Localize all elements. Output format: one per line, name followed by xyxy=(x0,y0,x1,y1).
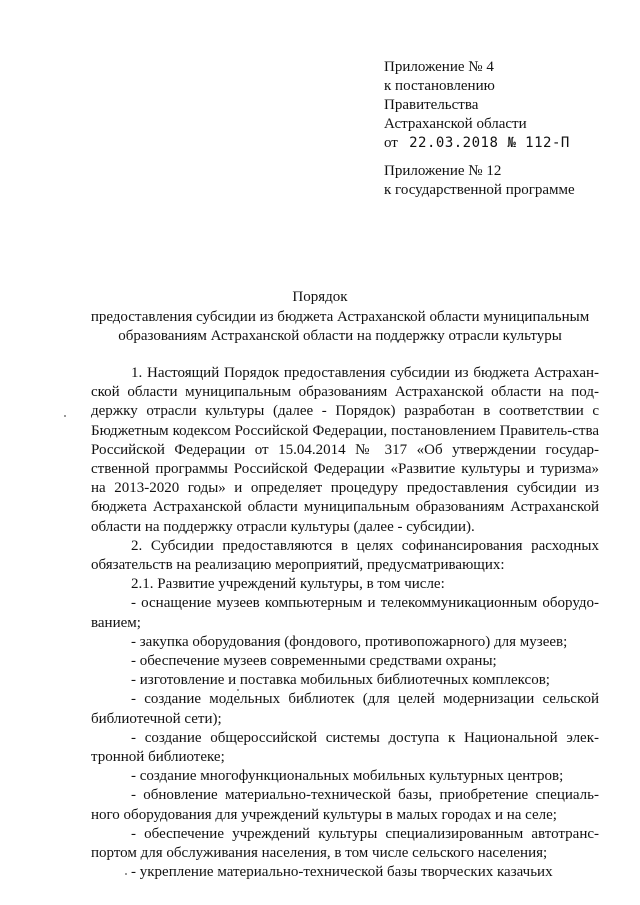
list-item-mobile-library-complexes: - изготовление и поставка мобильных библиотечных комплексов; xyxy=(131,672,550,689)
appendix-12-header xyxy=(384,162,624,200)
document-title: Порядок xyxy=(292,289,348,305)
appendix-4-date-prefix: от xyxy=(384,135,398,151)
document-body xyxy=(91,364,599,882)
appendix-4-region: Астраханской области xyxy=(384,116,527,132)
appendix-4-header xyxy=(384,58,624,153)
list-item-museum-it-equipment: - оснащение музеев компьютерным и телекоммуникационным оборудо-ванием; xyxy=(91,595,599,631)
list-item-museum-equipment-purchase: - закупка оборудования (фондового, противопожарного) для музеев; xyxy=(131,633,568,650)
appendix-4-date-line xyxy=(384,134,624,153)
list-item-model-libraries: - создание модельных библиотек (для целей модернизации сельской библиотечной сети); xyxy=(91,691,599,727)
appendix-4-decree-date: 22.03.2018 № 112-П xyxy=(409,135,570,151)
document-subtitle-line-2: образованиям Астраханской области на поддержку отрасли культуры xyxy=(118,328,562,344)
list-item-material-base-update: - обновление материально-технической базы, приобретение специаль-ного оборудования для учреждений культуры в малых городах и на селе; xyxy=(91,787,599,823)
appendix-4-number: Приложение № 4 xyxy=(384,59,494,75)
appendix-4-to-decree: к постановлению xyxy=(384,78,495,94)
paragraph-2: 2. Субсидии предоставляются в целях софинансирования расходных обязательств на реализацию мероприятий, предусматривающих: xyxy=(91,537,599,574)
document-subtitle xyxy=(80,308,600,346)
list-item-cossack-material-base: - укрепление материально-технической базы творческих казачьих xyxy=(131,864,553,881)
appendix-12-number: Приложение № 12 xyxy=(384,163,502,179)
paragraph-1: 1. Настоящий Порядок предоставления субсидии из бюджета Астрахан-ской области муниципальным образованиям Астраханской области на под-держку отрасли культуры (далее - Порядок) разработан в соответствии с Бюджетным кодексом Российской Федерации, постановлением Правитель-ства Российской Федерации от 15.04.2014 № 317 «Об утверждении государ-ственной программы Российской Федерации «Развитие культуры и туризма» на 2013-2020 годы» и определяет процедуру предоставления субсидии из бюджета Астраханской области муниципальным образованиям Астраханской области на поддержку отрасли культуры (далее - субсидии). xyxy=(91,365,599,535)
list-item-specialized-transport: - обеспечение учреждений культуры специализированным автотранс-портом для обслуживания населения, в том числе сельского населения; xyxy=(91,825,599,862)
scan-speck xyxy=(237,689,239,691)
appendix-12-to-program: к государственной программе xyxy=(384,182,575,198)
appendix-4-government: Правительства xyxy=(384,97,479,113)
paragraph-2-1: 2.1. Развитие учреждений культуры, в том числе: xyxy=(131,576,445,593)
scan-speck xyxy=(64,415,66,417)
list-item-museum-security: - обеспечение музеев современными средствами охраны; xyxy=(131,653,497,670)
list-item-mobile-cultural-centers: - создание многофункциональных мобильных культурных центров; xyxy=(131,768,564,785)
list-item-national-e-library-access: - создание общероссийской системы доступа к Национальной элек-тронной библиотеке; xyxy=(91,729,599,766)
document-subtitle-line-1: предоставления субсидии из бюджета Астраханской области муниципальным xyxy=(90,309,590,325)
scan-speck xyxy=(125,873,127,875)
